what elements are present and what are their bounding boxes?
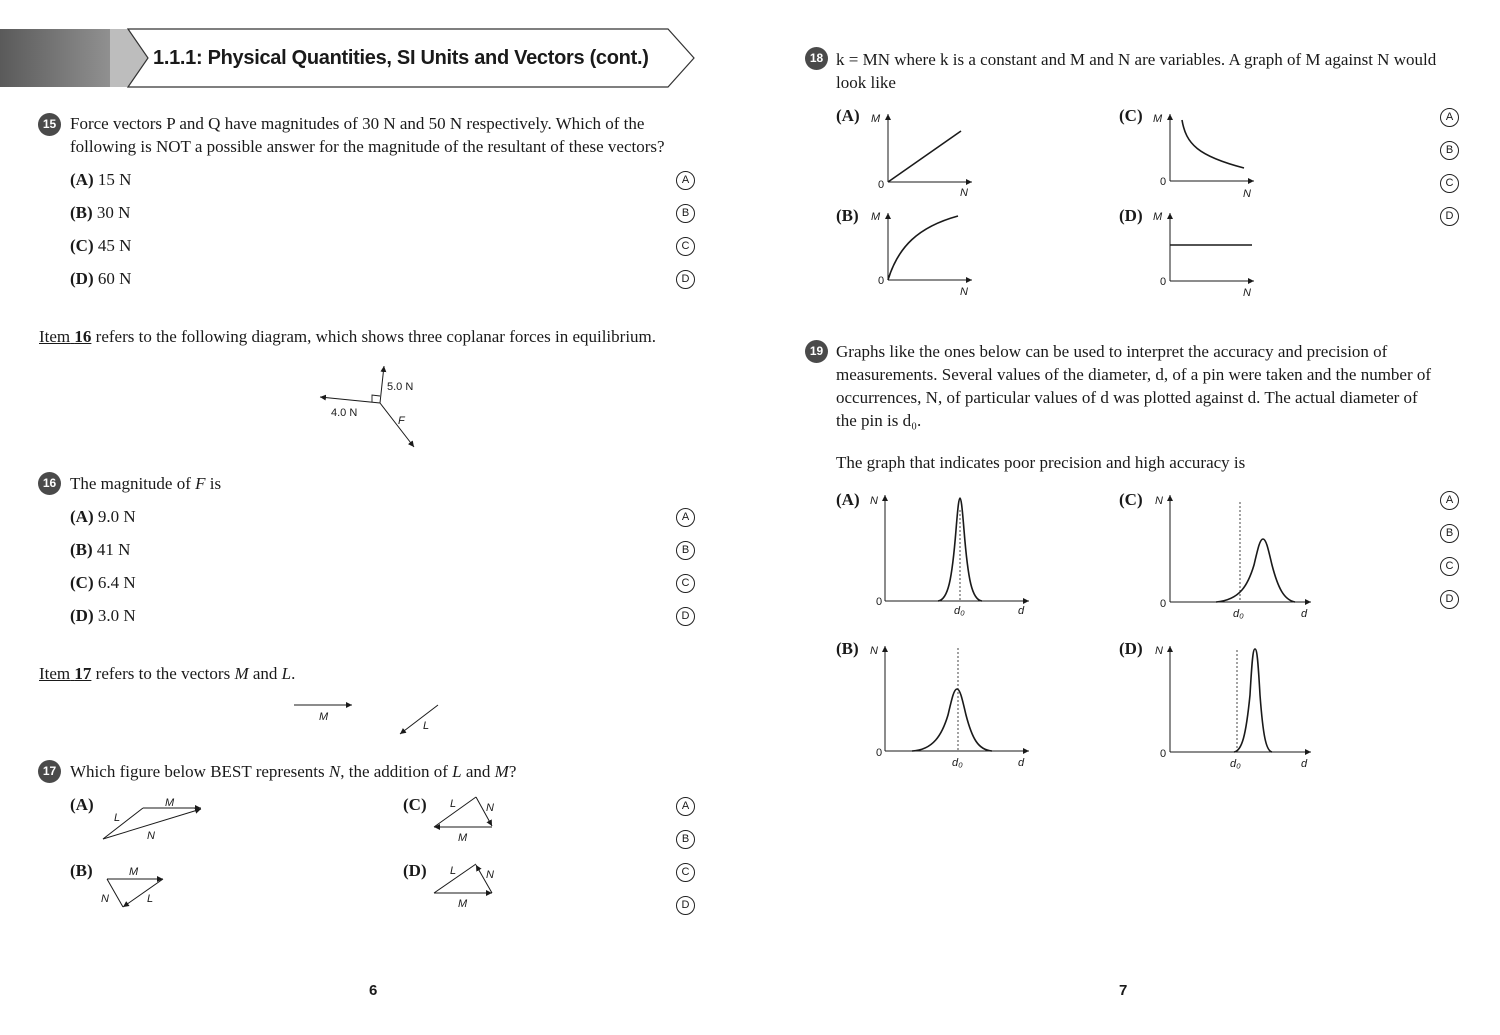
q19-graph-b	[868, 640, 1038, 775]
question-number-16: 16	[38, 472, 61, 495]
q17-bubble-d[interactable]: D	[676, 896, 695, 915]
q17-figure-a	[95, 795, 215, 845]
q18a-origin: 0	[878, 179, 885, 191]
q17d-label-m: M	[458, 898, 468, 910]
q19-label-c: (C)	[1119, 490, 1143, 509]
page-number-right: 7	[1119, 982, 1128, 999]
q17-label-d: (D)	[403, 861, 427, 880]
q18-bubble-b[interactable]: B	[1440, 141, 1459, 160]
q18d-axis-m: M	[1153, 211, 1163, 223]
q17a-label-m: M	[165, 797, 175, 809]
q15-option-d: (D) 60 N	[70, 269, 132, 288]
q18-label-a: (A)	[836, 106, 860, 125]
q19a-axis-d: d	[1018, 605, 1025, 617]
q17-figure-d	[428, 860, 508, 910]
q15-bubble-a[interactable]: A	[676, 171, 695, 190]
q19d-axis-n: N	[1155, 645, 1163, 657]
q17a-label-n: N	[147, 830, 155, 842]
q19b-axis-n: N	[870, 645, 878, 657]
q19c-origin: 0	[1160, 598, 1167, 610]
q19b-axis-d: d	[1018, 757, 1025, 769]
q18b-origin: 0	[878, 275, 885, 287]
question-number-15: 15	[38, 113, 61, 136]
q16-bubble-a[interactable]: A	[676, 508, 695, 527]
q17-bubble-c[interactable]: C	[676, 863, 695, 882]
q18b-axis-m: M	[871, 211, 881, 223]
item-16-intro: Item 16 refers to the following diagram, which shows three coplanar forces in equilibrium.	[39, 327, 657, 346]
q17b-label-n: N	[101, 893, 109, 905]
q15-bubble-b[interactable]: B	[676, 204, 695, 223]
q19d-origin: 0	[1160, 748, 1167, 760]
q17-label-a: (A)	[70, 795, 94, 814]
q19d-d0: d₀	[1230, 758, 1241, 770]
q18-bubble-d[interactable]: D	[1440, 207, 1459, 226]
q15-option-b: (B) 30 N	[70, 203, 131, 222]
q15-option-c: (C) 45 N	[70, 236, 132, 255]
page-title: 1.1.1: Physical Quantities, SI Units and Vectors (cont.)	[153, 47, 649, 69]
q19b-d0: d₀	[952, 757, 963, 769]
question-15-line1: Force vectors P and Q have magnitudes of 30 N and 50 N respectively. Which of the	[70, 114, 645, 133]
q19c-axis-n: N	[1155, 495, 1163, 507]
q19-graph-c	[1150, 490, 1320, 625]
question-15-text	[70, 112, 710, 158]
question-number-18: 18	[805, 47, 828, 70]
q16-option-d: (D) 3.0 N	[70, 606, 136, 625]
q18c-origin: 0	[1160, 176, 1167, 188]
question-19-text	[836, 340, 1486, 432]
q17d-label-n: N	[486, 869, 494, 881]
q16-option-b: (B) 41 N	[70, 540, 131, 559]
q19b-origin: 0	[876, 747, 883, 759]
item-17-intro: Item 17 refers to the vectors M and L.	[39, 664, 296, 683]
q18-label-c: (C)	[1119, 106, 1143, 125]
q19a-origin: 0	[876, 596, 883, 608]
q18-bubble-c[interactable]: C	[1440, 174, 1459, 193]
q18d-origin: 0	[1160, 276, 1167, 288]
q16-option-c: (C) 6.4 N	[70, 573, 136, 592]
q18d-axis-n: N	[1243, 287, 1251, 299]
q17c-label-m: M	[458, 832, 468, 844]
question-15-line2: following is NOT a possible answer for the magnitude of the resultant of these vectors?	[70, 137, 665, 156]
q16-bubble-c[interactable]: C	[676, 574, 695, 593]
q15-bubble-c[interactable]: C	[676, 237, 695, 256]
q19c-axis-d: d	[1301, 608, 1308, 620]
vectors-17-diagram	[290, 698, 450, 743]
q17c-label-n: N	[486, 802, 494, 814]
force-4n-label: 4.0 N	[331, 407, 358, 419]
q18-graph-d	[1150, 207, 1260, 299]
question-17-text: Which figure below BEST represents N, the addition of L and M?	[70, 762, 517, 781]
q17-figure-b	[95, 862, 185, 912]
q19-graph-a	[868, 490, 1038, 625]
q17-bubble-b[interactable]: B	[676, 830, 695, 849]
q17c-label-l: L	[450, 798, 457, 810]
q19-bubble-b[interactable]: B	[1440, 524, 1459, 543]
q19-bubble-d[interactable]: D	[1440, 590, 1459, 609]
q15-option-a: (A) 15 N	[70, 170, 132, 189]
q17b-label-l: L	[147, 893, 154, 905]
question-16-text: The magnitude of F is	[70, 474, 222, 493]
question-number-19: 19	[805, 340, 828, 363]
question-18-line2: look like	[836, 73, 896, 92]
force-diagram-16	[310, 360, 430, 455]
q19-label-d: (D)	[1119, 639, 1143, 658]
q18-bubble-a[interactable]: A	[1440, 108, 1459, 127]
q18a-axis-m: M	[871, 113, 881, 125]
q16-bubble-d[interactable]: D	[676, 607, 695, 626]
q19-label-b: (B)	[836, 639, 859, 658]
page-number-left: 6	[369, 982, 378, 999]
q19a-axis-n: N	[870, 495, 878, 507]
question-19-line1: Graphs like the ones below can be used to interpret the accuracy and precision of	[836, 342, 1388, 361]
q17-figure-c	[428, 795, 508, 845]
question-19-line4: the pin is d₀.	[836, 411, 922, 430]
q19-graph-d	[1150, 640, 1320, 775]
q18a-axis-n: N	[960, 187, 968, 199]
q19-label-a: (A)	[836, 490, 860, 509]
q17b-label-m: M	[129, 866, 139, 878]
q19a-d0: d₀	[954, 605, 965, 617]
q17-label-b: (B)	[70, 861, 93, 880]
question-18-text	[836, 48, 1476, 94]
q17a-label-l: L	[114, 812, 121, 824]
q17-bubble-a[interactable]: A	[676, 797, 695, 816]
q18c-axis-m: M	[1153, 113, 1163, 125]
q17d-label-l: L	[450, 865, 457, 877]
question-18-line1: k = MN where k is a constant and M and N are variables. A graph of M against N would	[836, 50, 1437, 69]
q18-label-d: (D)	[1119, 206, 1143, 225]
vector-m-label: M	[319, 711, 329, 723]
q18-graph-a	[868, 108, 978, 200]
question-19-prompt: The graph that indicates poor precision and high accuracy is	[836, 453, 1246, 472]
q16-option-a: (A) 9.0 N	[70, 507, 136, 526]
q15-bubble-d[interactable]: D	[676, 270, 695, 289]
q18b-axis-n: N	[960, 286, 968, 298]
q16-bubble-b[interactable]: B	[676, 541, 695, 560]
q19-bubble-a[interactable]: A	[1440, 491, 1459, 510]
q19-bubble-c[interactable]: C	[1440, 557, 1459, 576]
q18-graph-c	[1150, 108, 1260, 200]
q18-label-b: (B)	[836, 206, 859, 225]
q17-label-c: (C)	[403, 795, 427, 814]
q19c-d0: d₀	[1233, 608, 1244, 620]
q18-graph-b	[868, 207, 978, 299]
question-19-line2: measurements. Several values of the diameter, d, of a pin were taken and the number of	[836, 365, 1432, 384]
force-5n-label: 5.0 N	[387, 381, 414, 393]
vector-l-label: L	[423, 720, 430, 732]
force-f-label: F	[398, 415, 405, 427]
question-19-line3: occurrences, N, of particular values of d was plotted against d. The actual diameter of	[836, 388, 1418, 407]
q18c-axis-n: N	[1243, 188, 1251, 200]
question-number-17: 17	[38, 760, 61, 783]
q19d-axis-d: d	[1301, 758, 1308, 770]
